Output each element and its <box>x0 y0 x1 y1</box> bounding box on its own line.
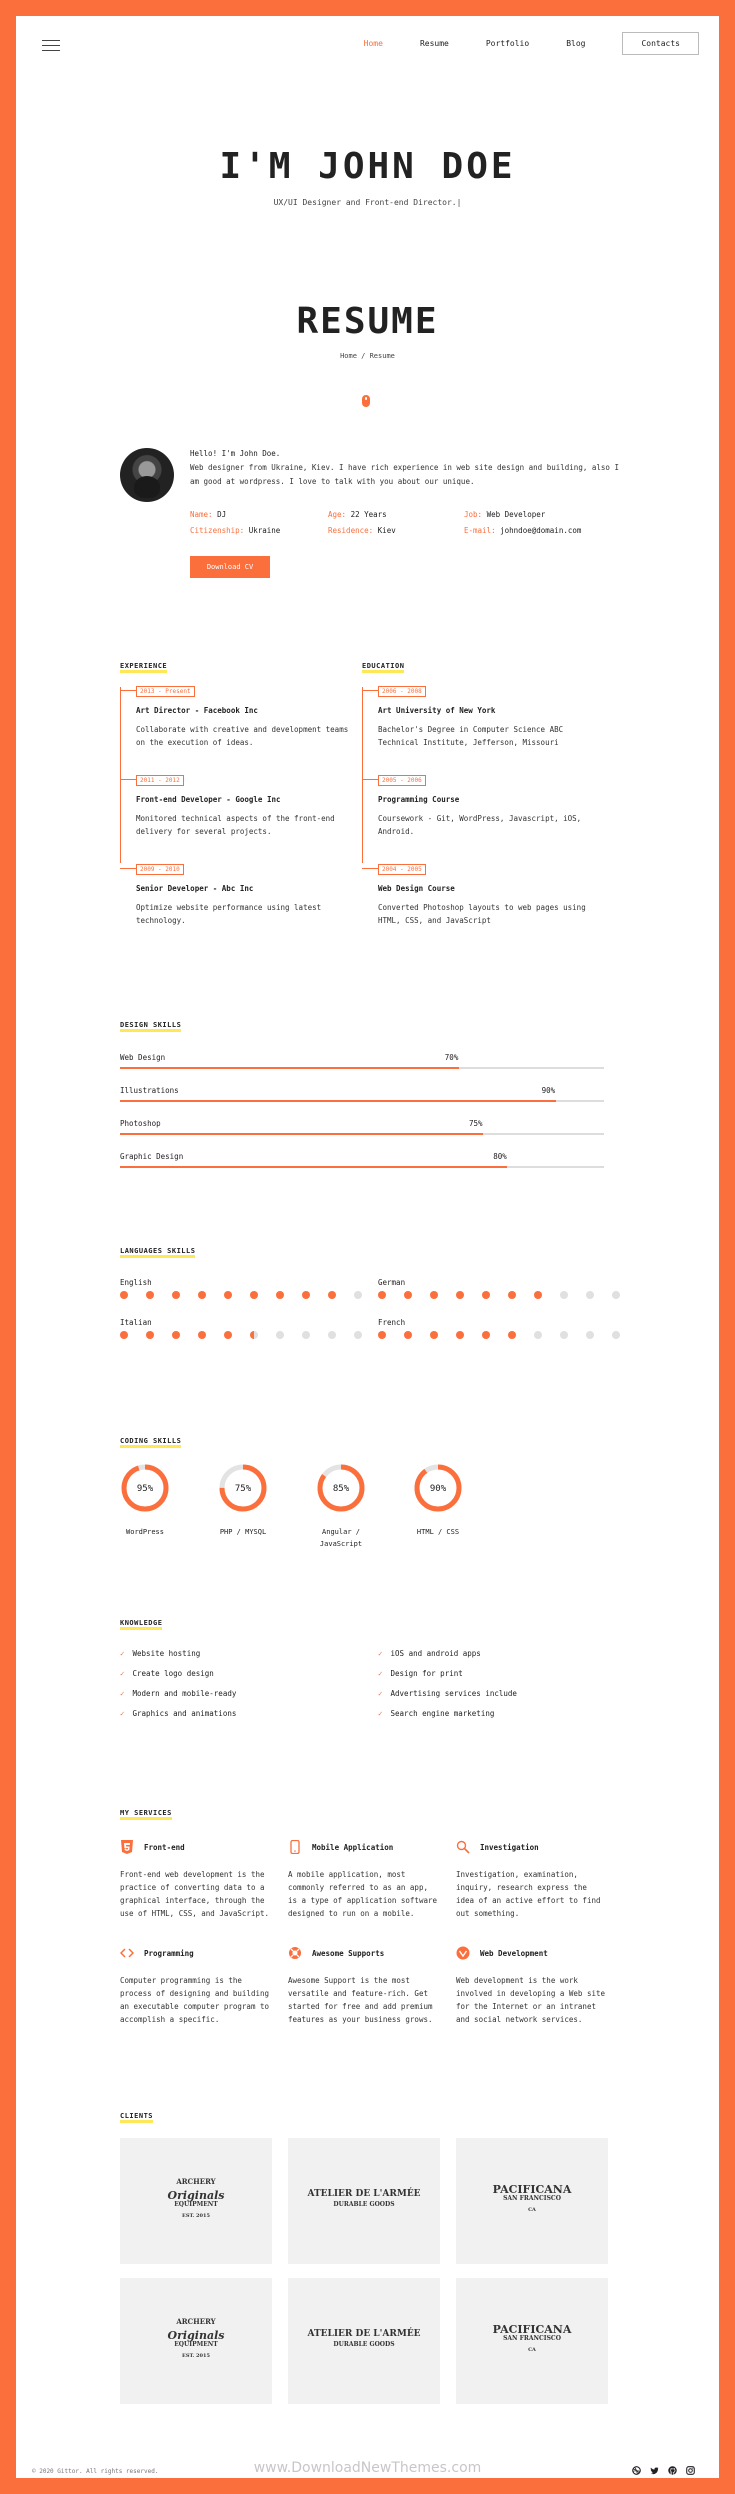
check-icon: ✓ <box>378 1669 383 1678</box>
language-dot <box>172 1331 180 1339</box>
skill-circle-percent: 95% <box>136 1484 154 1494</box>
education-timeline-line <box>362 687 363 863</box>
skill-fill <box>120 1166 507 1168</box>
knowledge-item: ✓ Graphics and animations <box>120 1709 237 1718</box>
language-dots-0 <box>120 1291 380 1299</box>
skill-name: Web Design <box>120 1053 166 1062</box>
language-dot <box>302 1291 310 1299</box>
experience-desc: Optimize website performance using latest technology. <box>136 903 322 925</box>
experience-title: Front-end Developer - Google Inc <box>136 795 281 804</box>
dribbble-icon[interactable] <box>632 2466 641 2475</box>
clients-heading: CLIENTS <box>120 2113 153 2123</box>
support-icon <box>288 1946 302 1960</box>
language-dot <box>456 1331 464 1339</box>
skill-name: Illustrations <box>120 1086 179 1095</box>
education-title: Programming Course <box>378 795 460 804</box>
education-date: 2005 - 2006 <box>378 775 426 786</box>
service-title: Front-end <box>144 1843 185 1852</box>
language-dot <box>430 1291 438 1299</box>
timeline-tick <box>362 868 378 869</box>
skill-circle-label: HTML / CSS <box>416 1528 460 1536</box>
client-logo[interactable] <box>288 2138 440 2264</box>
contacts-button[interactable]: Contacts <box>622 32 699 55</box>
service-desc: Web development is the work involved in developing a Web site for the Internet or an intranet and social network services. <box>456 1976 606 2024</box>
knowledge-item: ✓ Search engine marketing <box>378 1709 495 1718</box>
language-dot <box>560 1331 568 1339</box>
language-dot <box>378 1291 386 1299</box>
language-dot <box>534 1291 542 1299</box>
language-dot <box>508 1331 516 1339</box>
language-dot <box>198 1291 206 1299</box>
skill-circle-percent: 85% <box>332 1484 350 1494</box>
check-icon: ✓ <box>378 1649 383 1658</box>
client-logo[interactable] <box>456 2278 608 2404</box>
language-dot <box>586 1291 594 1299</box>
education-title: Web Design Course <box>378 884 455 893</box>
client-logo-text: Originals <box>167 2329 225 2342</box>
service-desc: A mobile application, most commonly referred to as an app, is a type of application software designed to run on a mobile. <box>288 1870 438 1918</box>
service-title: Programming <box>144 1949 194 1958</box>
instagram-icon[interactable] <box>686 2466 695 2475</box>
info-citizenship: Citizenship: Ukraine <box>190 526 281 535</box>
education-desc: Coursework - Git, WordPress, Javascript, iOS, Android. <box>378 814 582 836</box>
language-dot <box>120 1291 128 1299</box>
nav-home[interactable]: Home <box>363 39 383 48</box>
skill-fill <box>120 1100 556 1102</box>
scroll-mouse-icon[interactable] <box>362 395 370 407</box>
language-dot <box>224 1291 232 1299</box>
service-desc: Awesome Support is the most versatile and feature-rich. Get started for free and add premium features as your business grows. <box>288 1976 433 2024</box>
timeline-tick <box>120 779 136 780</box>
client-logo-text: Originals <box>167 2189 225 2202</box>
hero-title: I'M JOHN DOE <box>219 146 516 187</box>
language-name: German <box>378 1278 406 1287</box>
skill-circle-label: WordPress <box>126 1528 164 1536</box>
client-logo-text: PACIFICANA <box>492 2183 572 2196</box>
client-logo-text: PACIFICANA <box>492 2323 572 2336</box>
client-logo-text: ARCHERY <box>176 2177 216 2186</box>
skill-circle-percent: 75% <box>234 1484 252 1494</box>
client-logo-text: DURABLE GOODS <box>333 2201 395 2208</box>
skill-name: Photoshop <box>120 1119 161 1128</box>
experience-title: Art Director - Facebook Inc <box>136 706 258 715</box>
github-icon[interactable] <box>668 2466 677 2475</box>
top-nav <box>364 32 699 55</box>
language-dot <box>328 1331 336 1339</box>
skill-percent: 90% <box>541 1086 556 1095</box>
client-logo-text: CA <box>528 2347 536 2353</box>
client-logo[interactable] <box>456 2138 608 2264</box>
language-name: French <box>378 1318 406 1327</box>
skill-circle <box>120 1463 170 1513</box>
service-title: Web Development <box>480 1949 548 1958</box>
check-icon: ✓ <box>378 1689 383 1698</box>
experience-heading: EXPERIENCE <box>120 663 167 673</box>
copyright: © 2020 Gittor. All rights reserved. <box>32 2468 159 2475</box>
skill-name: Graphic Design <box>120 1152 184 1161</box>
language-dots-1 <box>378 1291 638 1299</box>
page-title: RESUME <box>296 301 439 342</box>
language-dot <box>276 1331 284 1339</box>
language-dot <box>612 1291 620 1299</box>
languages-heading: LANGUAGES SKILLS <box>120 1248 195 1258</box>
check-icon: ✓ <box>120 1689 125 1698</box>
service-desc: Computer programming is the process of designing and building an executable computer program to accomplish a specific. <box>120 1976 270 2024</box>
client-logo-text: ATELIER DE L'ARMÉE <box>307 2189 421 2199</box>
services-heading: MY SERVICES <box>120 1810 172 1820</box>
language-dot <box>586 1331 594 1339</box>
web-dev-icon <box>456 1946 470 1960</box>
code-icon <box>120 1946 134 1960</box>
timeline-tick <box>120 690 136 691</box>
education-desc: Bachelor's Degree in Computer Science ABC Technical Institute, Jefferson, Missouri <box>378 725 564 747</box>
timeline-tick <box>120 868 136 869</box>
knowledge-heading: KNOWLEDGE <box>120 1620 162 1630</box>
check-icon: ✓ <box>120 1669 125 1678</box>
education-title: Art University of New York <box>378 706 496 715</box>
skill-circle <box>316 1463 366 1513</box>
hero-subtitle: UX/UI Designer and Front-end Director.| <box>273 198 462 207</box>
language-dot <box>120 1331 128 1339</box>
education-desc: Converted Photoshop layouts to web pages using HTML, CSS, and JavaScript <box>378 903 586 925</box>
language-dot <box>482 1291 490 1299</box>
skill-circle-label: PHP / MYSQL <box>219 1528 267 1536</box>
language-dot <box>404 1291 412 1299</box>
search-icon <box>456 1840 470 1854</box>
experience-timeline-line <box>120 687 121 863</box>
client-logo-text: ATELIER DE L'ARMÉE <box>307 2329 421 2339</box>
download-cv-button[interactable]: Download CV <box>190 556 270 578</box>
language-dot <box>430 1331 438 1339</box>
skill-circle <box>413 1463 463 1513</box>
about-text: Web designer from Ukraine, Kiev. I have rich experience in web site design and building, also I am good at wordpress. I love to talk with you about our unique. <box>190 463 619 486</box>
language-dot <box>534 1331 542 1339</box>
language-dot <box>250 1291 258 1299</box>
language-dot <box>172 1291 180 1299</box>
education-date: 2006 - 2008 <box>378 686 426 697</box>
coding-skills-heading: CODING SKILLS <box>120 1438 181 1448</box>
experience-desc: Collaborate with creative and development teams on the execution of ideas. <box>136 725 349 747</box>
experience-title: Senior Developer - Abc Inc <box>136 884 254 893</box>
client-logo[interactable] <box>120 2278 272 2404</box>
info-residence: Residence: Kiev <box>328 526 396 535</box>
client-logo-text: DURABLE GOODS <box>333 2341 395 2348</box>
watermark: www.DownloadNewThemes.com <box>253 2460 482 2476</box>
skill-fill <box>120 1067 459 1069</box>
about-hello: Hello! I'm John Doe. <box>190 449 281 458</box>
knowledge-item: ✓ Website hosting <box>120 1649 201 1658</box>
breadcrumb: Home / Resume <box>340 352 395 360</box>
language-name: Italian <box>120 1318 152 1327</box>
language-dots-3 <box>378 1331 638 1339</box>
knowledge-item: ✓ Modern and mobile-ready <box>120 1689 237 1698</box>
language-dot <box>198 1331 206 1339</box>
language-dot <box>146 1331 154 1339</box>
design-skills-heading: DESIGN SKILLS <box>120 1022 181 1032</box>
experience-date: 2011 - 2012 <box>136 775 184 786</box>
language-dot <box>146 1291 154 1299</box>
service-title: Mobile Application <box>312 1843 394 1852</box>
nav-blog[interactable]: Blog <box>566 39 586 48</box>
client-logo-text: SAN FRANCISCO <box>503 2195 561 2202</box>
service-title: Awesome Supports <box>312 1949 385 1958</box>
info-job: Job: Web Developer <box>464 510 546 519</box>
language-dot <box>560 1291 568 1299</box>
page <box>16 16 719 2478</box>
client-logo-text: EST. 2015 <box>182 2353 210 2359</box>
experience-date: 2009 - 2010 <box>136 864 184 875</box>
education-date: 2004 - 2005 <box>378 864 426 875</box>
language-dot <box>482 1331 490 1339</box>
knowledge-item: ✓ Advertising services include <box>378 1689 517 1698</box>
info-email: E-mail: johndoe@domain.com <box>464 526 582 535</box>
knowledge-item: ✓ iOS and android apps <box>378 1649 481 1658</box>
knowledge-item: ✓ Create logo design <box>120 1669 214 1678</box>
language-dot <box>354 1291 362 1299</box>
language-dot <box>404 1331 412 1339</box>
service-title: Investigation <box>480 1843 539 1852</box>
nav-resume[interactable]: Resume <box>419 39 449 48</box>
language-dot <box>250 1331 258 1339</box>
client-logo-text: ARCHERY <box>176 2317 216 2326</box>
avatar <box>120 448 174 502</box>
info-name: Name: DJ <box>190 510 227 519</box>
skill-percent: 70% <box>444 1053 459 1062</box>
language-dot <box>276 1291 284 1299</box>
language-dot <box>328 1291 336 1299</box>
nav-portfolio[interactable]: Portfolio <box>485 39 530 48</box>
language-dots-2 <box>120 1331 380 1339</box>
mobile-icon <box>288 1840 302 1854</box>
skill-circle-label: Angular / JavaScript <box>319 1528 363 1548</box>
language-dot <box>302 1331 310 1339</box>
skill-circle-percent: 90% <box>429 1484 447 1494</box>
language-dot <box>456 1291 464 1299</box>
education-heading: EDUCATION <box>362 663 404 673</box>
skill-fill <box>120 1133 483 1135</box>
language-name: English <box>120 1278 152 1287</box>
client-logo-text: EST. 2015 <box>182 2213 210 2219</box>
html5-icon <box>120 1840 134 1854</box>
language-dot <box>612 1331 620 1339</box>
service-desc: Front-end web development is the practice of converting data to a graphical interface, through the use of HTML, CSS, and JavaScript. <box>120 1870 270 1918</box>
twitter-icon[interactable] <box>650 2466 659 2475</box>
client-logo-text: EQUIPMENT <box>174 2201 218 2208</box>
client-logo-text: SAN FRANCISCO <box>503 2335 561 2342</box>
knowledge-item: ✓ Design for print <box>378 1669 463 1678</box>
client-logo[interactable] <box>120 2138 272 2264</box>
skill-percent: 75% <box>469 1119 483 1128</box>
client-logo-text: CA <box>528 2207 536 2213</box>
language-dot <box>378 1331 386 1339</box>
client-logo[interactable] <box>288 2278 440 2404</box>
info-age: Age: 22 Years <box>328 510 387 519</box>
experience-date: 2013 - Present <box>136 686 195 697</box>
language-dot <box>354 1331 362 1339</box>
menu-icon[interactable] <box>42 40 60 55</box>
language-dot <box>224 1331 232 1339</box>
timeline-tick <box>362 690 378 691</box>
skill-circle <box>218 1463 268 1513</box>
check-icon: ✓ <box>120 1649 125 1658</box>
check-icon: ✓ <box>120 1709 125 1718</box>
language-dot <box>508 1291 516 1299</box>
timeline-tick <box>362 779 378 780</box>
skill-percent: 80% <box>493 1152 507 1161</box>
experience-desc: Monitored technical aspects of the front-end delivery for several projects. <box>136 814 335 836</box>
client-logo-text: EQUIPMENT <box>174 2341 218 2348</box>
check-icon: ✓ <box>378 1709 383 1718</box>
service-desc: Investigation, examination, inquiry, research express the idea of an active effort to find out something. <box>456 1870 601 1918</box>
